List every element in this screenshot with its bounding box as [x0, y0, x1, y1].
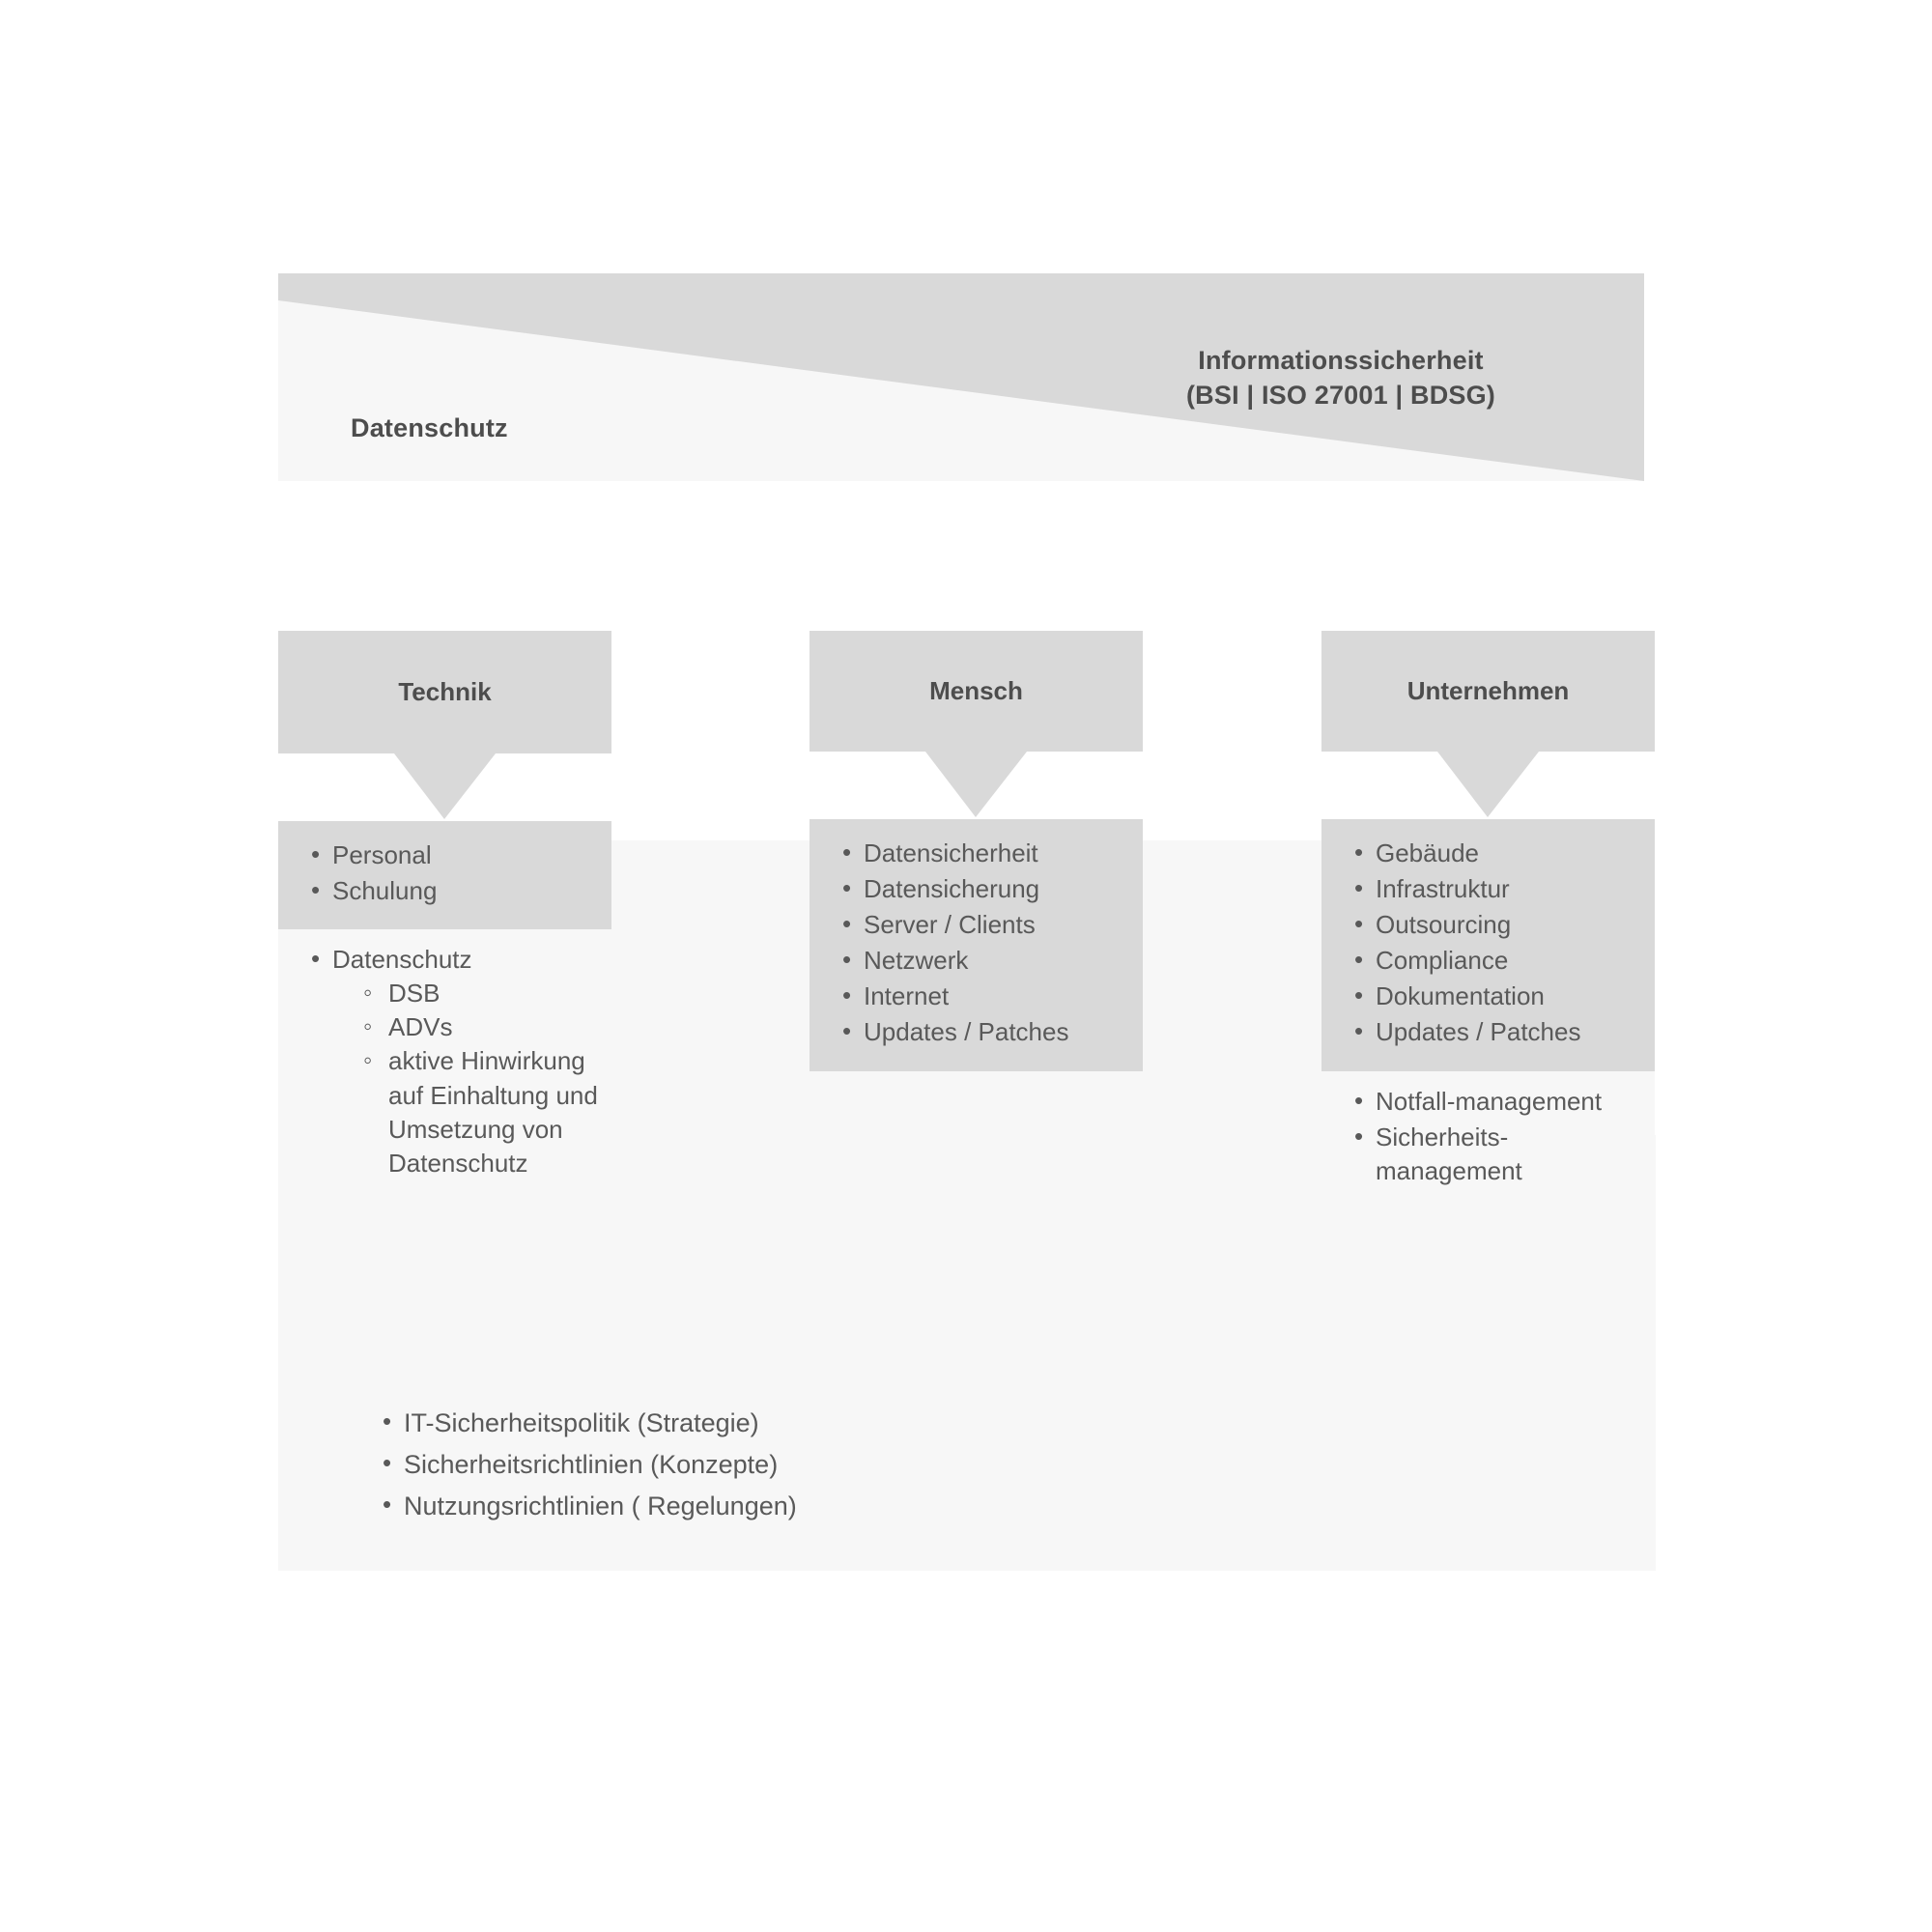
list-item: • Sicherheits-management [1350, 1121, 1641, 1188]
mensch-primary-list [810, 837, 1143, 1050]
list-item: • Updates / Patches [1350, 1015, 1641, 1049]
list-item: • Datensicherung [838, 872, 1129, 906]
banner-label-line1: Informationssicherheit [1198, 346, 1484, 375]
technik-primary-list [278, 838, 611, 908]
unternehmen-secondary-list [1321, 1085, 1655, 1188]
list-item: • Internet [838, 980, 1129, 1013]
list-item: • Compliance [1350, 944, 1641, 978]
bottom-band [278, 1378, 1656, 1571]
banner-label-informationssicherheit [1114, 343, 1568, 413]
column-unternehmen [1321, 631, 1655, 1211]
column-header-mensch [810, 631, 1143, 752]
pointer-arrow-mensch [810, 752, 1143, 819]
column-title: Unternehmen [1406, 676, 1570, 705]
list-item: • Infrastruktur [1350, 872, 1641, 906]
list-item: • Updates / Patches [838, 1015, 1129, 1049]
pointer-arrow-unternehmen [1321, 752, 1655, 819]
list-item: • Schulung [307, 874, 598, 908]
unternehmen-primary-list [1321, 837, 1655, 1050]
list-item: • Gebäude [1350, 837, 1641, 870]
pointer-arrow-technik [278, 753, 611, 821]
list-item [307, 943, 598, 1180]
column-title: Mensch [929, 676, 1023, 705]
column-technik [278, 631, 611, 1204]
list-item: • Datensicherheit [838, 837, 1129, 870]
technik-secondary-list [278, 943, 611, 1180]
sub-list-item: ◦ aktive Hinwirkung auf Einhaltung und Umsetzung von Datenschutz [361, 1044, 598, 1179]
bottom-band-list [278, 1378, 1656, 1525]
sub-list-item: ◦ ADVs [361, 1010, 598, 1044]
list-item: • Dokumentation [1350, 980, 1641, 1013]
list-item: • Outsourcing [1350, 908, 1641, 942]
sub-list-item: ◦ DSB [361, 977, 598, 1010]
mensch-primary-list-box [810, 819, 1143, 1071]
list-item: • IT-Sicherheitspolitik (Strategie) [379, 1405, 1656, 1442]
list-item: • Notfall-management [1350, 1085, 1641, 1119]
unternehmen-secondary-list-box [1321, 1071, 1655, 1211]
list-item: • Nutzungsrichtlinien ( Regelungen) [379, 1488, 1656, 1525]
column-mensch [810, 631, 1143, 1071]
banner-label-line2: (BSI | ISO 27001 | BDSG) [1185, 381, 1495, 411]
list-item-label: Datenschutz [332, 945, 472, 975]
unternehmen-primary-list-box [1321, 819, 1655, 1071]
list-item: • Netzwerk [838, 944, 1129, 978]
technik-sublist [332, 977, 598, 1180]
banner-label-datenschutz: Datenschutz [351, 413, 508, 442]
list-item: • Personal [307, 838, 598, 872]
list-item: • Server / Clients [838, 908, 1129, 942]
technik-secondary-list-box [278, 929, 611, 1204]
list-item: • Sicherheitsrichtlinien (Konzepte) [379, 1446, 1656, 1484]
triangle-down-icon [810, 752, 1143, 819]
column-header-unternehmen [1321, 631, 1655, 752]
technik-primary-list-box [278, 821, 611, 929]
column-header-technik [278, 631, 611, 753]
column-title: Technik [398, 677, 492, 706]
top-banner [278, 273, 1644, 481]
triangle-down-icon [1321, 752, 1655, 819]
triangle-down-icon [278, 753, 611, 821]
